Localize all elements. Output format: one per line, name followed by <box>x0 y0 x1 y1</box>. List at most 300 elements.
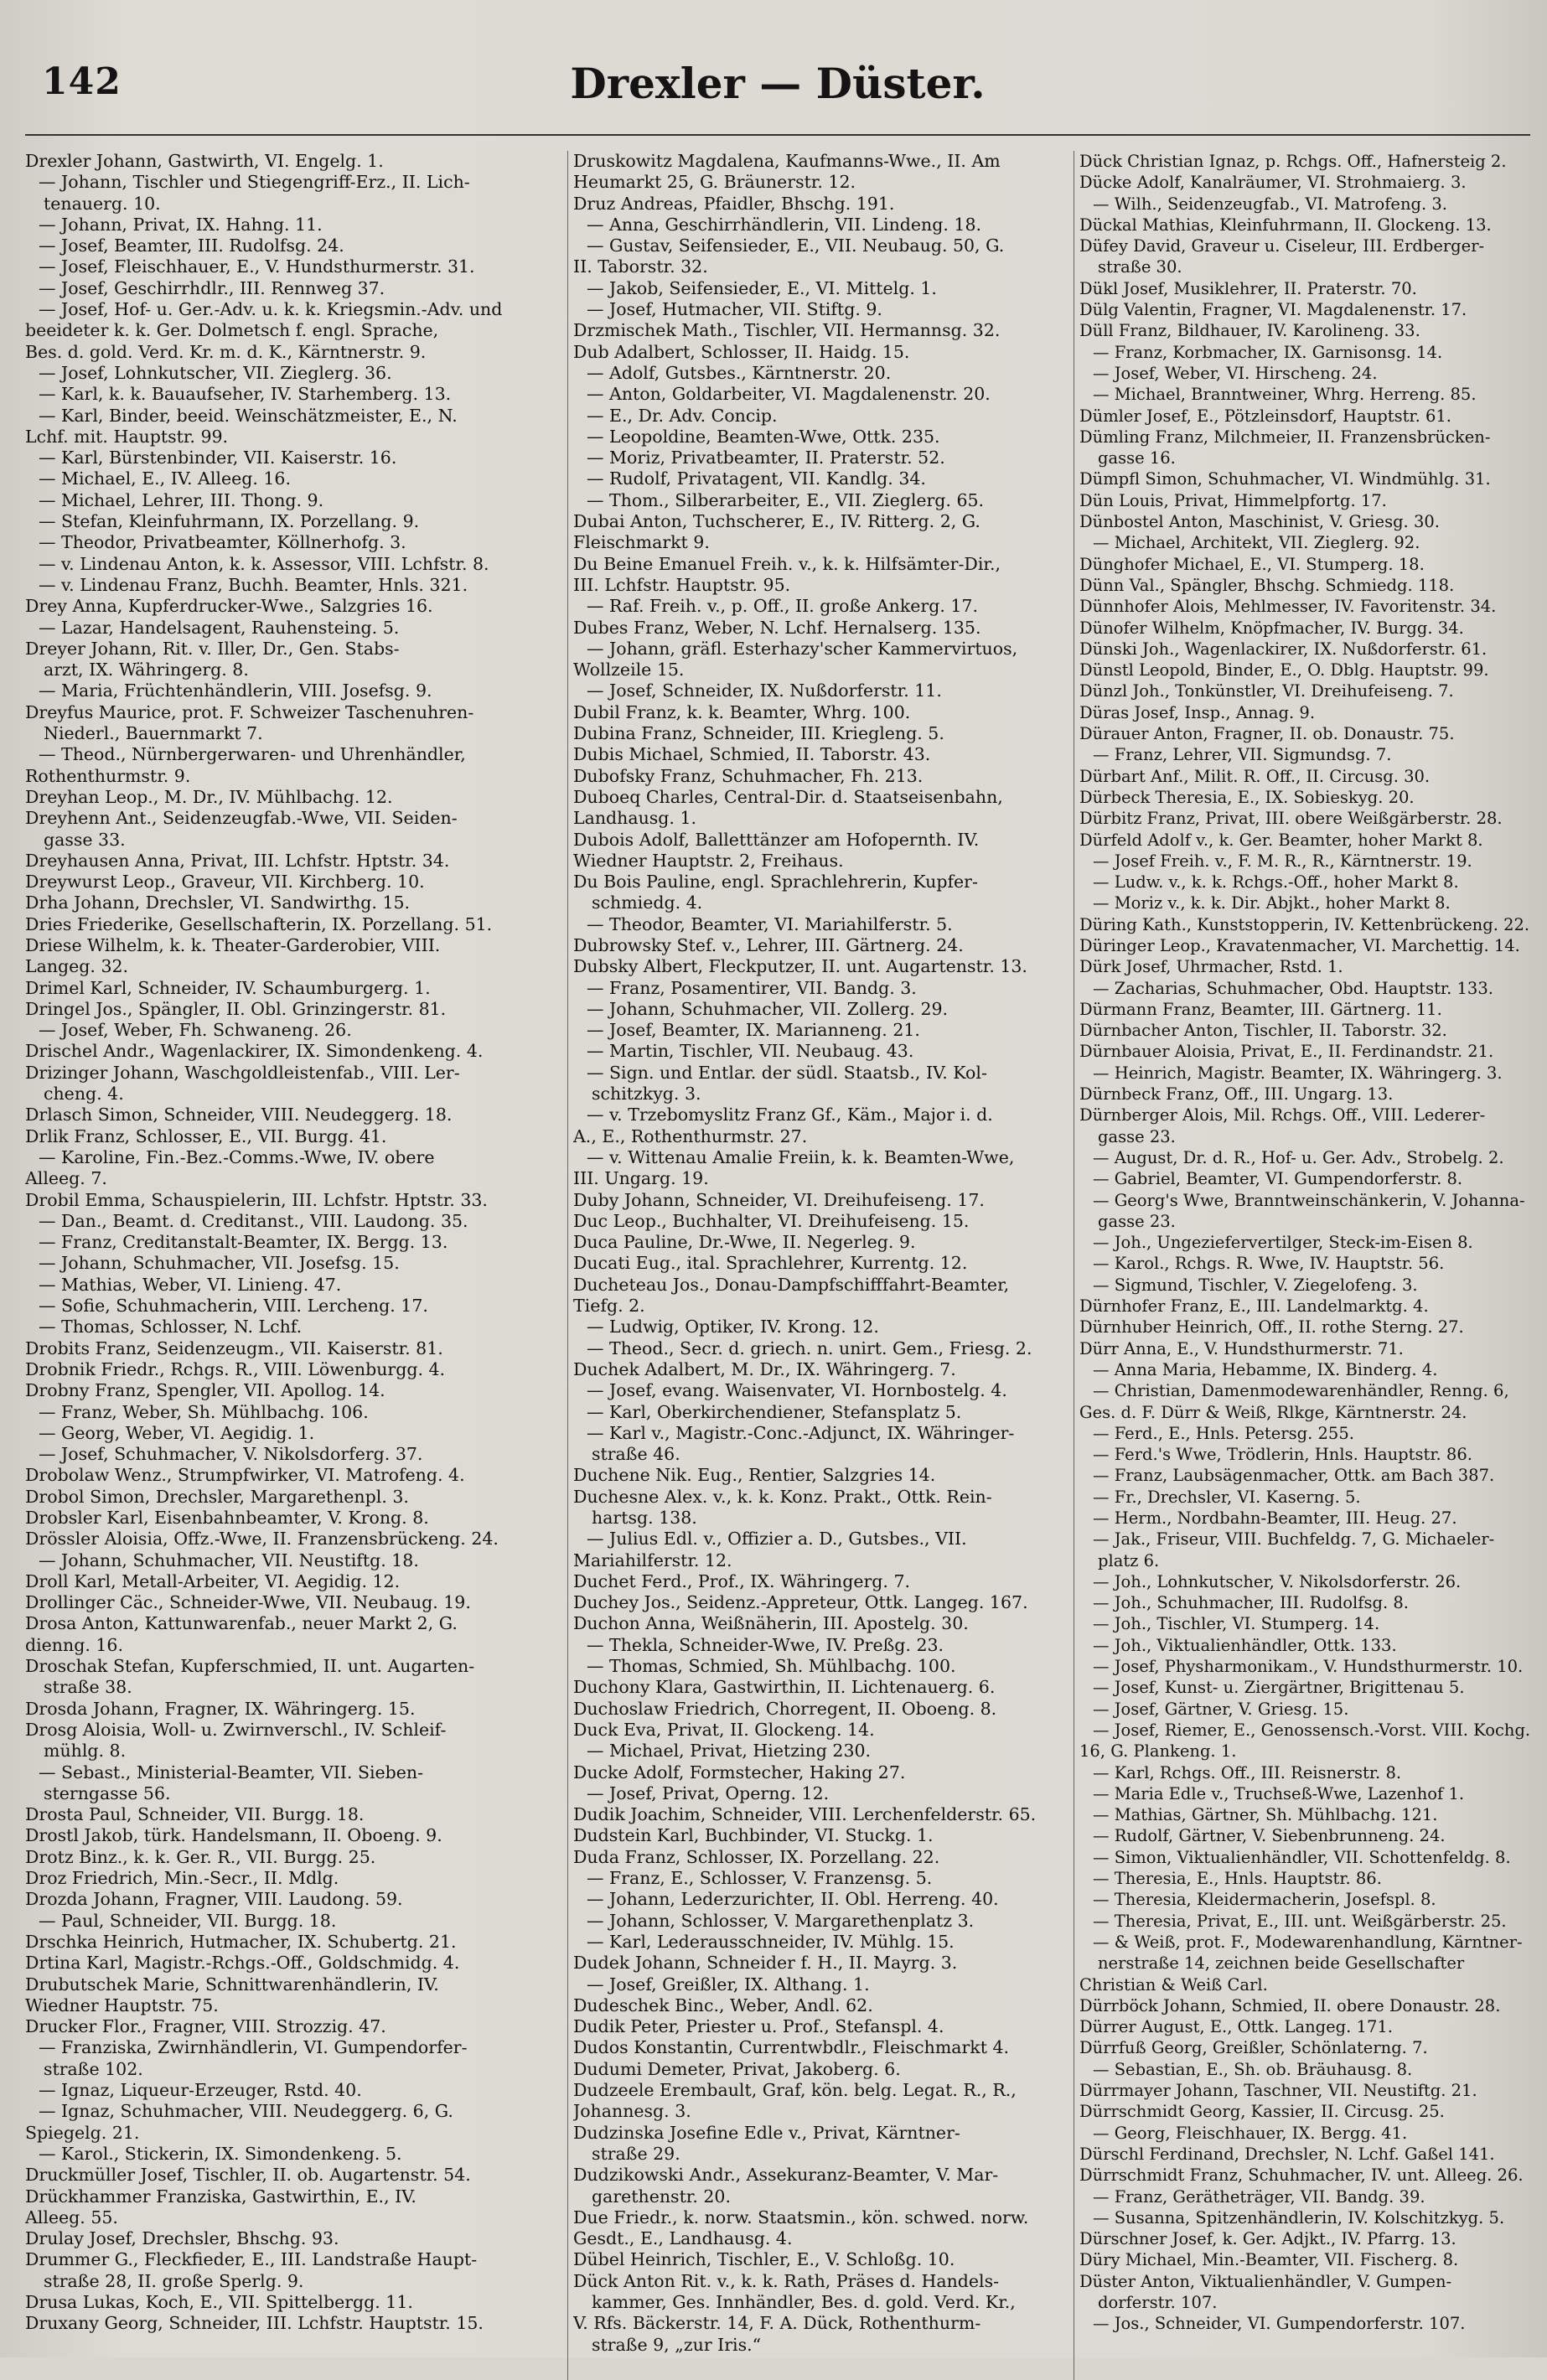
directory-entry: — Moriz v., k. k. Dir. Abjkt., hoher Markt 8. <box>1093 893 1451 913</box>
directory-entry: nerstraße 14, zeichnen beide Gesellschafter <box>1098 1953 1465 1974</box>
directory-entry: Druxany Georg, Schneider, III. Lchfstr. Hauptstr. 15. <box>25 2313 484 2334</box>
directory-entry: — Johann, Schuhmacher, VII. Zollerg. 29. <box>587 998 949 1019</box>
directory-entry: — Michael, Privat, Hietzing 230. <box>587 1741 872 1762</box>
directory-entry: — August, Dr. d. R., Hof- u. Ger. Adv., Strobelg. 2. <box>1093 1147 1504 1167</box>
directory-entry: Drobil Emma, Schauspielerin, III. Lchfstr. Hptstr. 33. <box>25 1189 488 1210</box>
directory-entry: Dükl Josef, Musiklehrer, II. Praterstr. 70. <box>1079 278 1417 298</box>
directory-entry: Dünofer Wilhelm, Knöpfmacher, IV. Burgg. 34. <box>1079 618 1464 638</box>
directory-entry: Düfey David, Graveur u. Ciseleur, III. Erdberger- <box>1079 236 1485 256</box>
directory-entry: Dudstein Karl, Buchbinder, VI. Stuckg. 1. <box>573 1825 934 1846</box>
directory-entry: — Johann, Privat, IX. Hahng. 11. <box>39 214 323 235</box>
directory-entry: Dubil Franz, k. k. Beamter, Whrg. 100. <box>573 701 911 722</box>
directory-entry: Dubrowsky Stef. v., Lehrer, III. Gärtnerg. 24. <box>573 934 964 955</box>
directory-entry: — Ferd., E., Hnls. Petersg. 255. <box>1093 1423 1354 1443</box>
directory-entry: — Josef, Schneider, IX. Nußdorferstr. 11. <box>587 680 942 701</box>
directory-entry: Drobsler Karl, Eisenbahnbeamter, V. Krong. 8. <box>25 1508 429 1528</box>
directory-entry: straße 102. <box>44 2058 143 2079</box>
directory-entry: Drha Johann, Drechsler, VI. Sandwirthg. 15. <box>25 892 411 913</box>
directory-entry: — Johann, Schuhmacher, VII. Josefsg. 15. <box>39 1253 400 1274</box>
directory-entry: — Heinrich, Magistr. Beamter, IX. Währingerg. 3. <box>1093 1063 1503 1083</box>
directory-entry: — Georg, Fleischhauer, IX. Bergg. 41. <box>1093 2123 1408 2143</box>
directory-entry: — Karl, Bürstenbinder, VII. Kaiserstr. 16. <box>39 448 397 468</box>
directory-entry: gasse 23. <box>1098 1211 1176 1231</box>
directory-entry: Drizinger Johann, Waschgoldleistenfab., VIII. Ler- <box>25 1062 460 1083</box>
directory-entry: Drosda Johann, Fragner, IX. Währingerg. 15. <box>25 1698 416 1719</box>
directory-entry: Rothenthurmstr. 9. <box>25 765 191 786</box>
directory-entry: Dudzinska Josefine Edle v., Privat, Kärntner- <box>573 2122 960 2143</box>
directory-entry: Ducke Adolf, Formstecher, Haking 27. <box>573 1762 906 1782</box>
directory-entry: — Thomas, Schmied, Sh. Mühlbachg. 100. <box>587 1656 956 1677</box>
directory-entry: — Michael, E., IV. Alleeg. 16. <box>39 468 291 489</box>
directory-entry: — Rudolf, Gärtner, V. Siebenbrunneng. 24. <box>1093 1826 1446 1846</box>
directory-entry: — Jos., Schneider, VI. Gumpendorferstr. 107. <box>1093 2314 1466 2334</box>
directory-entry: — Franziska, Zwirnhändlerin, VI. Gumpendorfer- <box>39 2037 468 2058</box>
directory-entry: Düring Kath., Kunststopperin, IV. Kettenbrückeng. 22. <box>1079 914 1530 934</box>
directory-entry: — Wilh., Seidenzeugfab., VI. Matrofeng. 3. <box>1093 194 1447 214</box>
directory-entry: — Theresia, Kleidermacherin, Josefspl. 8. <box>1093 1890 1436 1910</box>
directory-entry: — Mathias, Gärtner, Sh. Mühlbachg. 121. <box>1093 1805 1438 1825</box>
directory-entry: Dürnberger Alois, Mil. Rchgs. Off., VIII. Lederer- <box>1079 1105 1486 1125</box>
directory-entry: Dreyer Johann, Rit. v. Iller, Dr., Gen. Stabs- <box>25 638 400 659</box>
directory-entry: Gesdt., E., Landhausg. 4. <box>573 2228 793 2249</box>
directory-entry: gasse 16. <box>1098 448 1176 468</box>
directory-entry: Dreyhausen Anna, Privat, III. Lchfstr. Hptstr. 34. <box>25 850 450 871</box>
directory-entry: — Moriz, Privatbeamter, II. Praterstr. 52. <box>587 448 945 468</box>
directory-entry: Dringel Jos., Spängler, II. Obl. Grinzingerstr. 81. <box>25 998 447 1019</box>
directory-entry: — Christian, Damenmodewarenhändler, Renng. 6, <box>1093 1381 1509 1401</box>
directory-entry: — Theresia, Privat, E., III. unt. Weißgärberstr. 25. <box>1093 1911 1507 1931</box>
directory-entry: sterngasse 56. <box>44 1782 171 1803</box>
directory-entry: Dümler Josef, E., Pötzleinsdorf, Hauptstr. 61. <box>1079 406 1451 426</box>
directory-entry: — Josef, Weber, VI. Hirscheng. 24. <box>1093 363 1378 383</box>
directory-entry: — Herm., Nordbahn-Beamter, III. Heug. 27. <box>1093 1508 1457 1528</box>
directory-entry: — Karol., Rchgs. R. Wwe, IV. Hauptstr. 56. <box>1093 1254 1445 1274</box>
directory-entry: — Josef, Hutmacher, VII. Stiftg. 9. <box>587 299 882 320</box>
directory-entry: Dürfeld Adolf v., k. Ger. Beamter, hoher Markt 8. <box>1079 830 1483 850</box>
directory-entry: Dreyhan Leop., M. Dr., IV. Mühlbachg. 12. <box>25 786 393 807</box>
directory-entry: — Ignaz, Schuhmacher, VIII. Neudeggerg. 6, G. <box>39 2101 453 2122</box>
directory-entry: Dubois Adolf, Balletttänzer am Hofopernth. IV. <box>573 829 980 850</box>
directory-entry: Drzmischek Math., Tischler, VII. Hermannsg. 32. <box>573 320 1001 341</box>
directory-entry: Drobol Simon, Drechsler, Margarethenpl. 3. <box>25 1486 409 1507</box>
directory-entry: II. Taborstr. 32. <box>573 256 708 277</box>
directory-entry: Drischel Andr., Wagenlackirer, IX. Simondenkeng. 4. <box>25 1041 484 1062</box>
directory-entry: — Josef, Gärtner, V. Griesg. 15. <box>1093 1699 1349 1719</box>
directory-entry: Landhausg. 1. <box>573 808 697 829</box>
directory-entry: schmiedg. 4. <box>592 892 703 913</box>
directory-entry: Duchene Nik. Eug., Rentier, Salzgries 14. <box>573 1465 936 1486</box>
directory-entry: — Johann, Schlosser, V. Margarethenplatz 3. <box>587 1910 975 1931</box>
directory-entry: — Joh., Tischler, VI. Stumperg. 14. <box>1093 1614 1380 1634</box>
directory-entry: V. Rfs. Bäckerstr. 14, F. A. Dück, Rothenthurm- <box>573 2313 981 2334</box>
directory-entry: — Karol., Stickerin, IX. Simondenkeng. 5. <box>39 2143 402 2164</box>
directory-entry: — Mathias, Weber, VI. Linieng. 47. <box>39 1274 342 1295</box>
directory-entry: hartsg. 138. <box>592 1508 697 1528</box>
directory-entry: III. Lchfstr. Hauptstr. 95. <box>573 574 791 595</box>
directory-entry: Wiedner Hauptstr. 75. <box>25 1995 219 2015</box>
directory-entry: Bes. d. gold. Verd. Kr. m. d. K., Kärntnerstr. 9. <box>25 341 427 362</box>
page-header <box>25 50 1530 136</box>
directory-entry: Drlasch Simon, Schneider, VIII. Neudeggerg. 18. <box>25 1105 453 1125</box>
directory-entry: Dürnhofer Franz, E., III. Landelmarktg. 4. <box>1079 1296 1429 1317</box>
directory-entry: — Karl v., Magistr.-Conc.-Adjunct, IX. Währinger- <box>587 1422 1015 1443</box>
directory-entry: — Karl, Oberkirchendiener, Stefansplatz 5. <box>587 1401 962 1422</box>
directory-entry: — Josef, Privat, Operng. 12. <box>587 1782 830 1803</box>
directory-entry: — Johann, Tischler und Stiegengriff-Erz., II. Lich- <box>39 172 470 193</box>
directory-entry: — Karoline, Fin.-Bez.-Comms.-Wwe, IV. obere <box>39 1146 435 1167</box>
directory-entry: — Josef Freih. v., F. M. R., R., Kärntnerstr. 19. <box>1093 851 1472 871</box>
directory-entry: straße 9, „zur Iris.“ <box>592 2334 762 2355</box>
directory-entry: Druskowitz Magdalena, Kaufmanns-Wwe., II. Am <box>573 151 1001 171</box>
directory-entry: Mariahilferstr. 12. <box>573 1550 732 1570</box>
directory-entry: — Karl, Lederausschneider, IV. Mühlg. 15. <box>587 1931 955 1952</box>
directory-entry: — Sign. und Entlar. der südl. Staatsb., IV. Kol- <box>587 1062 987 1083</box>
directory-entry: — Josef, Lohnkutscher, VII. Zieglerg. 36. <box>39 362 392 383</box>
directory-entry: Drosg Aloisia, Woll- u. Zwirnverschl., IV. Schleif- <box>25 1719 447 1740</box>
directory-entry: — Rudolf, Privatagent, VII. Kandlg. 34. <box>587 468 926 489</box>
directory-entry: Drostl Jakob, türk. Handelsmann, II. Oboeng. 9. <box>25 1825 442 1846</box>
directory-entry: Dreywurst Leop., Graveur, VII. Kirchberg. 10. <box>25 872 425 892</box>
directory-entry: — v. Lindenau Anton, k. k. Assessor, VIII. Lchfstr. 8. <box>39 553 489 574</box>
directory-entry: Drobolaw Wenz., Strumpfwirker, VI. Matrofeng. 4. <box>25 1465 465 1486</box>
directory-entry: III. Ungarg. 19. <box>573 1168 709 1189</box>
directory-entry: — Franz, Creditanstalt-Beamter, IX. Bergg. 13. <box>39 1232 448 1253</box>
directory-entry: — Theodor, Privatbeamter, Köllnerhofg. 3. <box>39 532 406 553</box>
directory-entry: — Sigmund, Tischler, V. Ziegelofeng. 3. <box>1093 1275 1418 1295</box>
directory-entry: — Joh., Lohnkutscher, V. Nikolsdorferstr. 26. <box>1093 1571 1462 1591</box>
directory-entry: Dübel Heinrich, Tischler, E., V. Schloßg. 10. <box>573 2249 955 2270</box>
directory-entry: Drlik Franz, Schlosser, E., VII. Burgg. 41. <box>25 1125 387 1146</box>
directory-entry: Dubai Anton, Tuchscherer, E., IV. Ritterg. 2, G. <box>573 511 980 532</box>
directory-entry: — Franz, Gerätheträger, VII. Bandg. 39. <box>1093 2186 1425 2207</box>
directory-entry: Alleeg. 55. <box>25 2207 118 2227</box>
directory-entry: Dürrböck Johann, Schmied, II. obere Donaustr. 28. <box>1079 1995 1501 2015</box>
directory-entry: Dudumi Demeter, Privat, Jakoberg. 6. <box>573 2058 901 2079</box>
directory-entry: Dünnhofer Alois, Mehlmesser, IV. Favoritenstr. 34. <box>1079 597 1497 617</box>
directory-entry: — & Weiß, prot. F., Modewarenhandlung, Kärntner- <box>1093 1932 1523 1952</box>
directory-entry: Dudek Johann, Schneider f. H., II. Mayrg. 3. <box>573 1953 958 1974</box>
directory-entry: — Theodor, Beamter, VI. Mariahilferstr. 5. <box>587 913 953 934</box>
directory-entry: straße 38. <box>44 1677 132 1698</box>
directory-entry: — Josef, Fleischhauer, E., V. Hundsthurmerstr. 31. <box>39 256 475 277</box>
directory-entry: — Simon, Viktualienhändler, VII. Schottenfeldg. 8. <box>1093 1847 1511 1867</box>
directory-entry: — Gabriel, Beamter, VI. Gumpendorferstr. 8. <box>1093 1169 1463 1189</box>
directory-entry: — Fr., Drechsler, VI. Kaserng. 5. <box>1093 1487 1361 1507</box>
directory-entry: — Franz, Laubsägenmacher, Ottk. am Bach 387. <box>1093 1466 1495 1486</box>
directory-entry: Drosa Anton, Kattunwarenfab., neuer Markt 2, G. <box>25 1613 458 1634</box>
directory-entry: Dürnbacher Anton, Tischler, II. Taborstr. 32. <box>1079 1021 1447 1041</box>
directory-entry: — Michael, Architekt, VII. Zieglerg. 92. <box>1093 533 1420 553</box>
directory-entry: cheng. 4. <box>44 1084 124 1105</box>
directory-columns <box>25 151 1530 2380</box>
directory-entry: — Josef, Hof- u. Ger.-Adv. u. k. k. Kriegsmin.-Adv. und <box>39 299 503 320</box>
directory-entry: Drosta Paul, Schneider, VII. Burgg. 18. <box>25 1804 365 1825</box>
directory-entry: Dürrmayer Johann, Taschner, VII. Neustiftg. 21. <box>1079 2081 1477 2101</box>
directory-entry: Du Bois Pauline, engl. Sprachlehrerin, Kupfer- <box>573 872 978 892</box>
directory-entry: Johannesg. 3. <box>573 2101 691 2122</box>
directory-entry: — v. Lindenau Franz, Buchh. Beamter, Hnls. 321. <box>39 574 468 595</box>
directory-entry: Ges. d. F. Dürr & Weiß, Rlkge, Kärntnerstr. 24. <box>1079 1402 1467 1422</box>
directory-entry: — Jakob, Seifensieder, E., VI. Mittelg. 1. <box>587 277 937 298</box>
directory-entry: dienng. 16. <box>25 1634 123 1655</box>
directory-entry: Drey Anna, Kupferdrucker-Wwe., Salzgries 16. <box>25 596 433 617</box>
directory-entry: Dürbart Anf., Milit. R. Off., II. Circusg. 30. <box>1079 766 1431 786</box>
directory-entry: — Ludwig, Optiker, IV. Krong. 12. <box>587 1317 879 1337</box>
directory-entry: Dünn Val., Spängler, Bhschg. Schmiedg. 118. <box>1079 575 1455 595</box>
directory-entry: Druz Andreas, Pfaidler, Bhschg. 191. <box>573 193 895 214</box>
directory-entry: Droll Karl, Metall-Arbeiter, VI. Aegidig. 12. <box>25 1570 401 1591</box>
directory-entry: Düry Michael, Min.-Beamter, VII. Fischerg. 8. <box>1079 2250 1459 2270</box>
directory-entry: — Stefan, Kleinfuhrmann, IX. Porzellang. 9. <box>39 511 420 532</box>
directory-entry: Dubis Michael, Schmied, II. Taborstr. 43. <box>573 744 931 765</box>
directory-entry: — Karl, k. k. Bauaufseher, IV. Starhemberg. 13. <box>39 384 452 405</box>
directory-entry: — Zacharias, Schuhmacher, Obd. Hauptstr. 133. <box>1093 978 1493 998</box>
directory-entry: Dürmann Franz, Beamter, III. Gärtnerg. 11. <box>1079 999 1442 1019</box>
directory-entry: Drössler Aloisia, Offz.-Wwe, II. Franzensbrückeng. 24. <box>25 1529 499 1550</box>
directory-entry: Duca Pauline, Dr.-Wwe, II. Negerleg. 9. <box>573 1232 916 1253</box>
directory-entry: Dürnbauer Aloisia, Privat, E., II. Ferdinandstr. 21. <box>1079 1042 1494 1062</box>
directory-entry: Tiefg. 2. <box>573 1296 645 1317</box>
directory-entry: — Theod., Secr. d. griech. n. unirt. Gem., Friesg. 2. <box>587 1337 1032 1358</box>
directory-entry: Niederl., Bauernmarkt 7. <box>44 723 263 744</box>
directory-entry: Fleischmarkt 9. <box>573 532 710 553</box>
directory-entry: Drobits Franz, Seidenzeugm., VII. Kaiserstr. 81. <box>25 1337 443 1358</box>
directory-entry: Dürbitz Franz, Privat, III. obere Weißgärberstr. 28. <box>1079 809 1503 829</box>
directory-entry: — Sebastian, E., Sh. ob. Bräuhausg. 8. <box>1093 2059 1413 2079</box>
directory-entry: — Martin, Tischler, VII. Neubaug. 43. <box>587 1041 914 1062</box>
directory-entry: — Josef, Beamter, III. Rudolfsg. 24. <box>39 235 344 256</box>
directory-entry: straße 29. <box>592 2143 680 2164</box>
directory-entry: Dürrfuß Georg, Greißler, Schönlaterng. 7. <box>1079 2038 1428 2058</box>
directory-entry: straße 46. <box>592 1444 680 1465</box>
directory-entry: — Sebast., Ministerial-Beamter, VII. Sieben- <box>39 1762 424 1782</box>
directory-entry: Dümpfl Simon, Schuhmacher, VI. Windmühlg. 31. <box>1079 469 1491 489</box>
directory-entry: Dudik Peter, Priester u. Prof., Stefanspl. 4. <box>573 2016 944 2037</box>
directory-entry: beeideter k. k. Ger. Dolmetsch f. engl. Sprache, <box>25 320 439 341</box>
column-left <box>25 151 557 2380</box>
directory-entry: — v. Wittenau Amalie Freiin, k. k. Beamten-Wwe, <box>587 1146 1015 1167</box>
directory-entry: Duchoslaw Friedrich, Chorregent, II. Oboeng. 8. <box>573 1698 997 1719</box>
directory-entry: — Ludw. v., k. k. Rchgs.-Off., hoher Markt 8. <box>1093 872 1459 892</box>
directory-entry: — Ferd.'s Wwe, Trödlerin, Hnls. Hauptstr. 86. <box>1093 1445 1472 1465</box>
directory-entry: Duchey Jos., Seidenz.-Appreteur, Ottk. Langeg. 167. <box>573 1592 1028 1613</box>
directory-entry: tenauerg. 10. <box>44 193 161 214</box>
directory-entry: Christian & Weiß Carl. <box>1079 1974 1268 1995</box>
directory-entry: — Paul, Schneider, VII. Burgg. 18. <box>39 1910 337 1931</box>
directory-entry: — Thomas, Schlosser, N. Lchf. <box>39 1317 303 1337</box>
directory-entry: Drummer G., Fleckfieder, E., III. Landstraße Haupt- <box>25 2249 478 2270</box>
directory-entry: — Ignaz, Liqueur-Erzeuger, Rstd. 40. <box>39 2080 362 2101</box>
directory-entry: — Josef, Physharmonikam., V. Hundsthurmerstr. 10. <box>1093 1657 1524 1677</box>
directory-entry: Drobny Franz, Spengler, VII. Apollog. 14. <box>25 1380 385 1401</box>
directory-entry: Dreyfus Maurice, prot. F. Schweizer Taschenuhren- <box>25 701 474 722</box>
directory-entry: Drusa Lukas, Koch, E., VII. Spittelbergg. 11. <box>25 2291 413 2312</box>
directory-entry: straße 28, II. große Sperlg. 9. <box>44 2270 304 2291</box>
directory-entry: Dürschner Josef, k. Ger. Adjkt., IV. Pfarrg. 13. <box>1079 2229 1456 2249</box>
directory-entry: — Julius Edl. v., Offizier a. D., Gutsbes., VII. <box>587 1529 967 1550</box>
directory-entry: Dücke Adolf, Kanalräumer, VI. Strohmaierg. 3. <box>1079 173 1467 193</box>
directory-entry: — Franz, E., Schlosser, V. Franzensg. 5. <box>587 1868 933 1889</box>
directory-entry: Dünzl Joh., Tonkünstler, VI. Dreihufeiseng. 7. <box>1079 681 1454 701</box>
directory-entry: gasse 33. <box>44 829 126 850</box>
directory-entry: Drtina Karl, Magistr.-Rchgs.-Off., Goldschmidg. 4. <box>25 1953 460 1974</box>
directory-entry: — v. Trzebomyslitz Franz Gf., Käm., Major i. d. <box>587 1105 993 1125</box>
directory-entry: — Franz, Posamentirer, VII. Bandg. 3. <box>587 977 917 998</box>
directory-entry: — Lazar, Handelsagent, Rauhensteing. 5. <box>39 617 400 638</box>
directory-entry: A., E., Rothenthurmstr. 27. <box>573 1125 808 1146</box>
directory-entry: — Georg's Wwe, Branntweinschänkerin, V. Johanna- <box>1093 1190 1525 1210</box>
directory-entry: Duchesne Alex. v., k. k. Konz. Prakt., Ottk. Rein- <box>573 1486 992 1507</box>
directory-entry: — Maria, Früchtenhändlerin, VIII. Josefsg. 9. <box>39 680 432 701</box>
directory-entry: — Josef, Schuhmacher, V. Nikolsdorferg. 37. <box>39 1444 423 1465</box>
directory-entry: — Karl, Rchgs. Off., III. Reisnerstr. 8. <box>1093 1762 1402 1782</box>
directory-entry: — Thekla, Schneider-Wwe, IV. Preßg. 23. <box>587 1634 944 1655</box>
directory-entry: — Theresia, E., Hnls. Hauptstr. 86. <box>1093 1869 1382 1889</box>
directory-entry: — Josef, Kunst- u. Ziergärtner, Brigittenau 5. <box>1093 1678 1465 1698</box>
directory-entry: Dudzikowski Andr., Assekuranz-Beamter, V. Mar- <box>573 2165 999 2186</box>
directory-entry: — Joh., Viktualienhändler, Ottk. 133. <box>1093 1635 1397 1655</box>
directory-entry: Dünbostel Anton, Maschinist, V. Griesg. 30. <box>1079 512 1440 532</box>
directory-entry: Spiegelg. 21. <box>25 2122 140 2143</box>
directory-entry: Drulay Josef, Drechsler, Bhschg. 93. <box>25 2228 339 2249</box>
directory-entry: — Thom., Silberarbeiter, E., VII. Zieglerg. 65. <box>587 489 985 510</box>
directory-entry: gasse 23. <box>1098 1126 1176 1146</box>
directory-entry: Drobnik Friedr., Rchgs. R., VIII. Löwenburgg. 4. <box>25 1358 446 1379</box>
directory-entry: — Maria Edle v., Truchseß-Wwe, Lazenhof 1. <box>1093 1783 1465 1803</box>
directory-entry: Dülg Valentin, Fragner, VI. Magdalenenstr. 17. <box>1079 300 1467 320</box>
directory-entry: — Dan., Beamt. d. Creditanst., VIII. Laudong. 35. <box>39 1210 468 1231</box>
page-number: 142 <box>42 60 122 103</box>
directory-entry: — Anton, Goldarbeiter, VI. Magdalenenstr. 20. <box>587 384 991 405</box>
directory-entry: Drucker Flor., Fragner, VIII. Strozzig. 47. <box>25 2016 386 2037</box>
column-right <box>1074 151 1530 2380</box>
directory-entry: Droz Friedrich, Min.-Secr., II. Mdlg. <box>25 1868 339 1889</box>
directory-entry: Dünstl Leopold, Binder, E., O. Dblg. Hauptstr. 99. <box>1079 660 1489 680</box>
directory-entry: Dürk Josef, Uhrmacher, Rstd. 1. <box>1079 957 1343 977</box>
directory-entry: Dück Anton Rit. v., k. k. Rath, Präses d. Handels- <box>573 2270 1000 2291</box>
directory-entry: Düras Josef, Insp., Annag. 9. <box>1079 702 1316 722</box>
directory-entry: Duc Leop., Buchhalter, VI. Dreihufeiseng. 15. <box>573 1210 970 1231</box>
directory-entry: Alleeg. 7. <box>25 1168 107 1189</box>
directory-entry: Dück Christian Ignaz, p. Rchgs. Off., Hafnersteig 2. <box>1079 152 1507 171</box>
column-middle <box>567 151 1063 2380</box>
directory-entry: Duda Franz, Schlosser, IX. Porzellang. 22. <box>573 1846 940 1867</box>
directory-entry: — Josef, Riemer, E., Genossensch.-Vorst. VIII. Kochg. <box>1093 1720 1530 1740</box>
directory-entry: — Anna, Geschirrhändlerin, VII. Lindeng. 18. <box>587 214 981 235</box>
directory-entry: Ducheteau Jos., Donau-Dampfschifffahrt-Beamter, <box>573 1274 1010 1295</box>
directory-entry: platz 6. <box>1098 1550 1160 1570</box>
directory-entry: — Franz, Lehrer, VII. Sigmundsg. 7. <box>1093 745 1392 765</box>
directory-entry: — Gustav, Seifensieder, E., VII. Neubaug. 50, G. <box>587 235 1005 256</box>
directory-entry: Dudos Konstantin, Currentwbdlr., Fleischmarkt 4. <box>573 2037 1010 2058</box>
running-head: Drexler — Düster. <box>570 59 986 108</box>
directory-entry: Düll Franz, Bildhauer, IV. Karolineng. 33. <box>1079 321 1420 341</box>
directory-entry: — Josef, evang. Waisenvater, VI. Hornbostelg. 4. <box>587 1380 1007 1401</box>
directory-entry: Duby Johann, Schneider, VI. Dreihufeiseng. 17. <box>573 1189 985 1210</box>
directory-entry: Dürrschmidt Franz, Schuhmacher, IV. unt. Alleeg. 26. <box>1079 2165 1524 2186</box>
directory-entry: Drschka Heinrich, Hutmacher, IX. Schubertg. 21. <box>25 1931 457 1952</box>
directory-entry: arzt, IX. Währingerg. 8. <box>44 660 249 680</box>
directory-entry: Dudzeele Erembault, Graf, kön. belg. Legat. R., R., <box>573 2080 1017 2101</box>
directory-entry: Dürr Anna, E., V. Hundsthurmerstr. 71. <box>1079 1338 1404 1358</box>
directory-entry: Wollzeile 15. <box>573 660 685 680</box>
directory-entry: Dubina Franz, Schneider, III. Kriegleng. 5. <box>573 723 944 744</box>
directory-entry: — Michael, Lehrer, III. Thong. 9. <box>39 489 324 510</box>
directory-entry: Dückal Mathias, Kleinfuhrmann, II. Glockeng. 13. <box>1079 215 1492 235</box>
directory-entry: Dudeschek Binc., Weber, Andl. 62. <box>573 1995 873 2015</box>
directory-entry: Duboeq Charles, Central-Dir. d. Staatseisenbahn, <box>573 786 1003 807</box>
directory-entry: Drotz Binz., k. k. Ger. R., VII. Burgg. 25. <box>25 1846 376 1867</box>
directory-entry: Düster Anton, Viktualienhändler, V. Gumpen- <box>1079 2271 1452 2291</box>
directory-entry: Drexler Johann, Gastwirth, VI. Engelg. 1. <box>25 151 384 171</box>
directory-entry: — Theod., Nürnbergerwaren- und Uhrenhändler, <box>39 744 466 765</box>
directory-entry: schitzkyg. 3. <box>592 1084 701 1105</box>
directory-entry: Drubutschek Marie, Schnittwarenhändlerin, IV. <box>25 1974 439 1995</box>
directory-entry: — Joh., Ungeziefervertilger, Steck-im-Eisen 8. <box>1093 1233 1473 1253</box>
directory-entry: — Raf. Freih. v., p. Off., II. große Ankerg. 17. <box>587 596 978 617</box>
directory-entry: Dümling Franz, Milchmeier, II. Franzensbrücken- <box>1079 427 1491 447</box>
directory-entry: Dünghofer Michael, E., VI. Stumperg. 18. <box>1079 554 1425 574</box>
directory-entry: Duck Eva, Privat, II. Glockeng. 14. <box>573 1719 875 1740</box>
directory-entry: Dürauer Anton, Fragner, II. ob. Donaustr. 75. <box>1079 724 1455 744</box>
directory-entry: — Johann, Schuhmacher, VII. Neustiftg. 18. <box>39 1550 419 1570</box>
directory-entry: — E., Dr. Adv. Concip. <box>587 405 778 426</box>
directory-entry: Droschak Stefan, Kupferschmied, II. unt. Augarten- <box>25 1656 475 1677</box>
directory-entry: Duchek Adalbert, M. Dr., IX. Währingerg. 7. <box>573 1358 956 1379</box>
directory-entry: Dürbeck Theresia, E., IX. Sobieskyg. 20. <box>1079 787 1415 807</box>
directory-entry: — Johann, gräfl. Esterhazy'scher Kammervirtuos, <box>587 638 1018 659</box>
directory-entry: straße 30. <box>1098 257 1182 277</box>
directory-entry: Dürnhuber Heinrich, Off., II. rothe Sterng. 27. <box>1079 1317 1464 1337</box>
directory-entry: — Joh., Schuhmacher, III. Rudolfsg. 8. <box>1093 1593 1409 1613</box>
directory-entry: Dries Friederike, Gesellschafterin, IX. Porzellang. 51. <box>25 913 493 934</box>
directory-entry: dorferstr. 107. <box>1098 2292 1218 2312</box>
directory-entry: Düringer Leop., Kravatenmacher, VI. Marchettig. 14. <box>1079 935 1520 955</box>
directory-entry: — Georg, Weber, VI. Aegidig. 1. <box>39 1422 315 1443</box>
directory-entry: Due Friedr., k. norw. Staatsmin., kön. schwed. norw. <box>573 2207 1029 2227</box>
directory-entry: — Franz, Weber, Sh. Mühlbachg. 106. <box>39 1401 369 1422</box>
directory-entry: — Josef, Beamter, IX. Marianneng. 21. <box>587 1020 920 1041</box>
directory-entry: Heumarkt 25, G. Bräunerstr. 12. <box>573 172 856 193</box>
directory-entry: Du Beine Emanuel Freih. v., k. k. Hilfsämter-Dir., <box>573 553 1001 574</box>
directory-entry: Langeg. 32. <box>25 956 129 977</box>
directory-entry: Dubes Franz, Weber, N. Lchf. Hernalserg. 135. <box>573 617 981 638</box>
directory-entry: garethenstr. 20. <box>592 2186 731 2207</box>
directory-entry: Duchet Ferd., Prof., IX. Währingerg. 7. <box>573 1570 911 1591</box>
directory-entry: — Sofie, Schuhmacherin, VIII. Lercheng. 17. <box>39 1296 428 1317</box>
directory-entry: Dub Adalbert, Schlosser, II. Haidg. 15. <box>573 341 910 362</box>
directory-entry: Lchf. mit. Hauptstr. 99. <box>25 426 229 447</box>
directory-entry: — Karl, Binder, beeid. Weinschätzmeister, E., N. <box>39 405 458 426</box>
directory-entry: Dürrschmidt Georg, Kassier, II. Circusg. 25. <box>1079 2102 1445 2122</box>
directory-entry: Drückhammer Franziska, Gastwirthin, E., IV. <box>25 2186 416 2207</box>
directory-entry: Dürnbeck Franz, Off., III. Ungarg. 13. <box>1079 1084 1394 1105</box>
directory-entry: Dürrer August, E., Ottk. Langeg. 171. <box>1079 2017 1393 2037</box>
directory-entry: Ducati Eug., ital. Sprachlehrer, Kurrentg. 12. <box>573 1253 968 1274</box>
directory-entry: Dudik Joachim, Schneider, VIII. Lerchenfelderstr. 65. <box>573 1804 1037 1825</box>
directory-entry: Duchony Klara, Gastwirthin, II. Lichtenauerg. 6. <box>573 1677 996 1698</box>
directory-entry: — Johann, Lederzurichter, II. Obl. Herreng. 40. <box>587 1889 999 1910</box>
directory-entry: — Michael, Branntweiner, Whrg. Herreng. 85. <box>1093 385 1477 405</box>
directory-entry: kammer, Ges. Innhändler, Bes. d. gold. Verd. Kr., <box>592 2291 1016 2312</box>
directory-entry: Driese Wilhelm, k. k. Theater-Garderobier, VIII. <box>25 934 441 955</box>
directory-entry: Dürschl Ferdinand, Drechsler, N. Lchf. Gaßel 141. <box>1079 2144 1495 2164</box>
directory-entry: Dubsky Albert, Fleckputzer, II. unt. Augartenstr. 13. <box>573 956 1027 977</box>
directory-entry: — Jak., Friseur, VIII. Buchfeldg. 7, G. Michaeler- <box>1093 1529 1495 1550</box>
directory-entry: — Adolf, Gutsbes., Kärntnerstr. 20. <box>587 362 892 383</box>
directory-entry: Dubofsky Franz, Schuhmacher, Fh. 213. <box>573 765 924 786</box>
directory-entry: — Josef, Greißler, IX. Althang. 1. <box>587 1974 870 1995</box>
